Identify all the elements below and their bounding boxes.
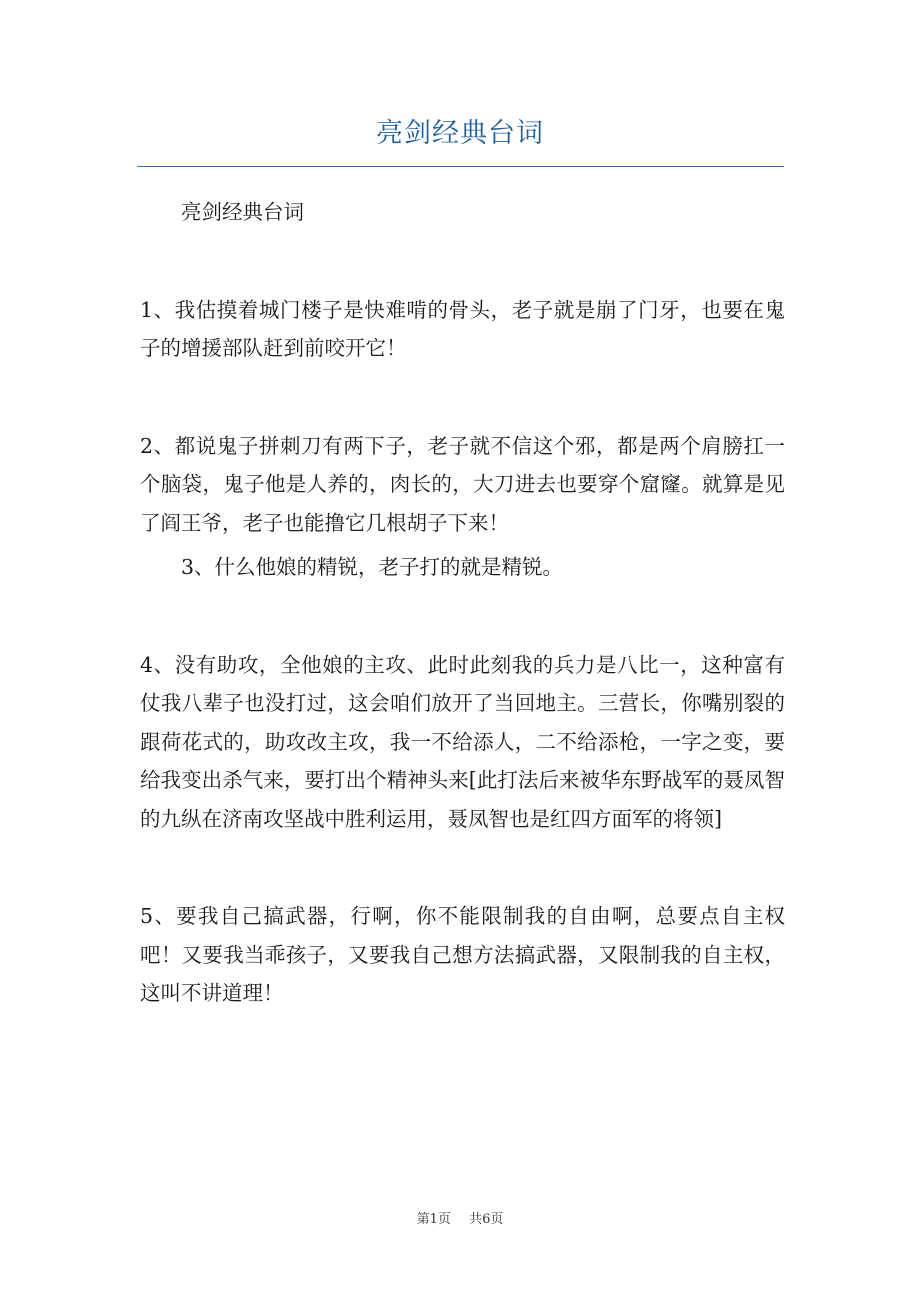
paragraph-1: 1、我估摸着城门楼子是快难啃的骨头，老子就是崩了门牙，也要在鬼子的增援部队赶到前咬开它！ <box>140 297 785 360</box>
paragraph-spacer <box>140 587 785 646</box>
paragraph-spacer <box>140 232 785 291</box>
document-body <box>140 193 785 1013</box>
page-total: 共6页 <box>469 1212 504 1227</box>
page-number: 第1页 <box>416 1212 451 1227</box>
paragraph-3: 3、什么他娘的精锐，老子打的就是精锐。 <box>181 555 564 579</box>
paragraph-4: 4、没有助攻，全他娘的主攻、此时此刻我的兵力是八比一，这种富有仗我八辈子也没打过，这会咱们放开了当回地主。三营长，你嘴别裂的跟荷花式的，助攻改主攻，我一不给添人，二不给添枪，一字之变，要给我变出杀气来，要打出个精神头来[此打法后来被华东野战军的聂凤智的九纵在济南攻坚战中胜利运用，聂凤智也是红四方面军的将领] <box>140 652 785 831</box>
paragraph-spacer <box>140 368 785 427</box>
document-subtitle: 亮剑经典台词 <box>181 200 304 224</box>
paragraph-5: 5、要我自己搞武器，行啊，你不能限制我的自由啊，总要点自主权吧！又要我当乖孩子，又要我自己想方法搞武器，又限制我的自主权，这叫不讲道理！ <box>140 904 785 1005</box>
paragraph-spacer <box>140 838 785 897</box>
title-divider <box>137 166 784 167</box>
page-title: 亮剑经典台词 <box>376 118 544 149</box>
paragraph-2: 2、都说鬼子拼刺刀有两下子，老子就不信这个邪，都是两个肩膀扛一个脑袋，鬼子他是人养的，肉长的，大刀进去也要穿个窟窿。就算是见了阎王爷，老子也能撸它几根胡子下来！ <box>140 433 785 535</box>
page-footer <box>0 1208 920 1227</box>
